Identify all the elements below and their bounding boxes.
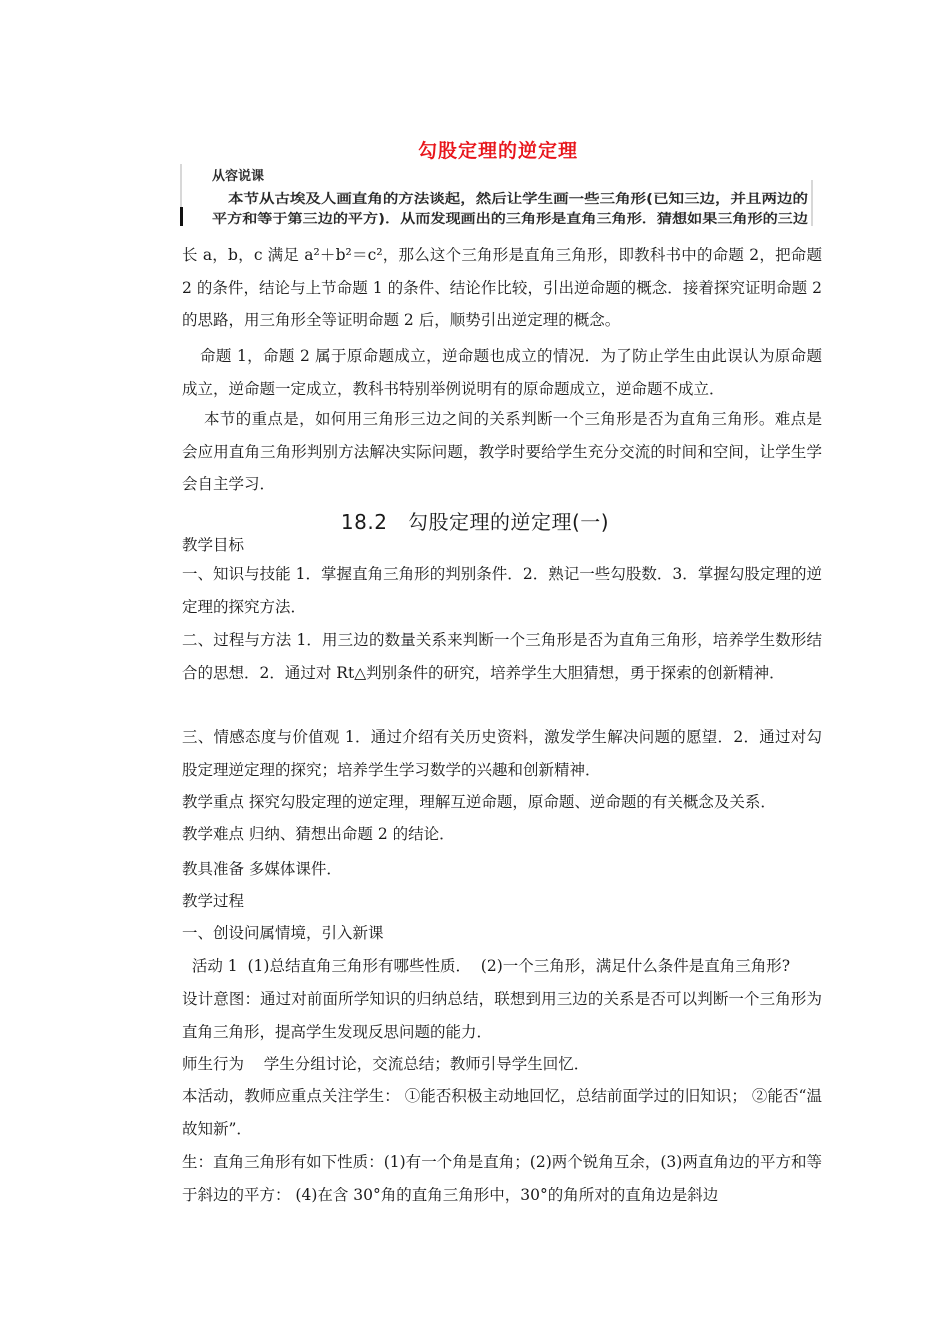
scan-line-2: 平方和等于第三边的平方)．从而发现画出的三角形是直角三角形．猜想如果三角形的三边 xyxy=(212,212,808,227)
materials: 教具准备 多媒体课件． xyxy=(182,860,342,878)
activity-one: 活动 1 (1)总结直角三角形有哪些性质． (2)一个三角形，满足什么条件是直角三角形? xyxy=(182,957,791,975)
scan-heading: 从容说课 xyxy=(212,169,265,184)
teacher-student-behavior: 师生行为 学生分组讨论，交流总结；教师引导学生回忆． xyxy=(182,1055,590,1073)
student-answer: 生：直角三角形有如下性质：(1)有一个角是直角；(2)两个锐角互余，(3)两直角边的平方和等于斜边的平方： (4)在含 30°角的直角三角形中，30°的角所对的直角边是斜边 xyxy=(182,1153,822,1204)
goal-knowledge: 一、知识与技能 1．掌握直角三角形的判别条件．2．熟记一些勾股数．3．掌握勾股定理的逆定理的探究方法． xyxy=(182,565,822,616)
document-title: 勾股定理的逆定理 xyxy=(417,140,578,162)
difficulty: 教学难点 归纳、猜想出命题 2 的结论． xyxy=(182,825,455,843)
process-heading: 教学过程 xyxy=(182,892,245,910)
step-one: 一、创设问属情境，引入新课 xyxy=(182,924,384,942)
scan-line-1: 本节从古埃及人画直角的方法谈起，然后让学生画一些三角形(已知三边，并且两边的 xyxy=(228,192,808,207)
section-title: 18.2 勾股定理的逆定理(一) xyxy=(340,510,610,534)
scanned-excerpt xyxy=(178,160,815,230)
paragraph-key-points: 本节的重点是，如何用三角形三边之间的关系判断一个三角形是否为直角三角形。难点是会应用直角三角形判别方法解决实际问题，教学时要给学生充分交流的时间和空间，让学生学会自主学习． xyxy=(182,410,822,493)
goal-attitude: 三、情感态度与价值观 1．通过介绍有关历史资料，激发学生解决问题的愿望．2．通过对勾股定理逆定理的探究；培养学生学习数学的兴趣和创新精神． xyxy=(182,728,822,779)
text-cursor xyxy=(180,207,183,226)
design-intent: 设计意图：通过对前面所学知识的归纳总结，联想到用三边的关系是否可以判断一个三角形为直角三角形，提高学生发现反思问题的能力． xyxy=(182,990,822,1041)
paragraph-intro: 长 a，b，c 满足 a²＋b²＝c²，那么这个三角形是直角三角形，即教科书中的命题 2，把命题 2 的条件，结论与上节命题 1 的条件、结论作比较，引出逆命题的概念．接着探究证明命题 2 的思路，用三角形全等证明命题 2 后，顺势引出逆定理的概念。 xyxy=(182,246,822,329)
goal-process: 二、过程与方法 1．用三边的数量关系来判断一个三角形是否为直角三角形，培养学生数形结合的思想．2．通过对 Rt△判别条件的研究，培养学生大胆猜想，勇于探索的创新精神． xyxy=(182,631,822,682)
scan-right-rule xyxy=(811,180,813,226)
paragraph-propositions: 命题 1，命题 2 属于原命题成立，逆命题也成立的情况．为了防止学生由此误认为原命题成立，逆命题一定成立，教科书特别举例说明有的原命题成立，逆命题不成立． xyxy=(182,347,822,398)
key-point: 教学重点 探究勾股定理的逆定理，理解互逆命题，原命题、逆命题的有关概念及关系． xyxy=(182,793,776,811)
goals-heading: 教学目标 xyxy=(182,536,245,554)
activity-focus: 本活动，教师应重点关注学生： ①能否积极主动地回忆，总结前面学过的旧知识； ②能否“温故知新”． xyxy=(182,1087,822,1138)
